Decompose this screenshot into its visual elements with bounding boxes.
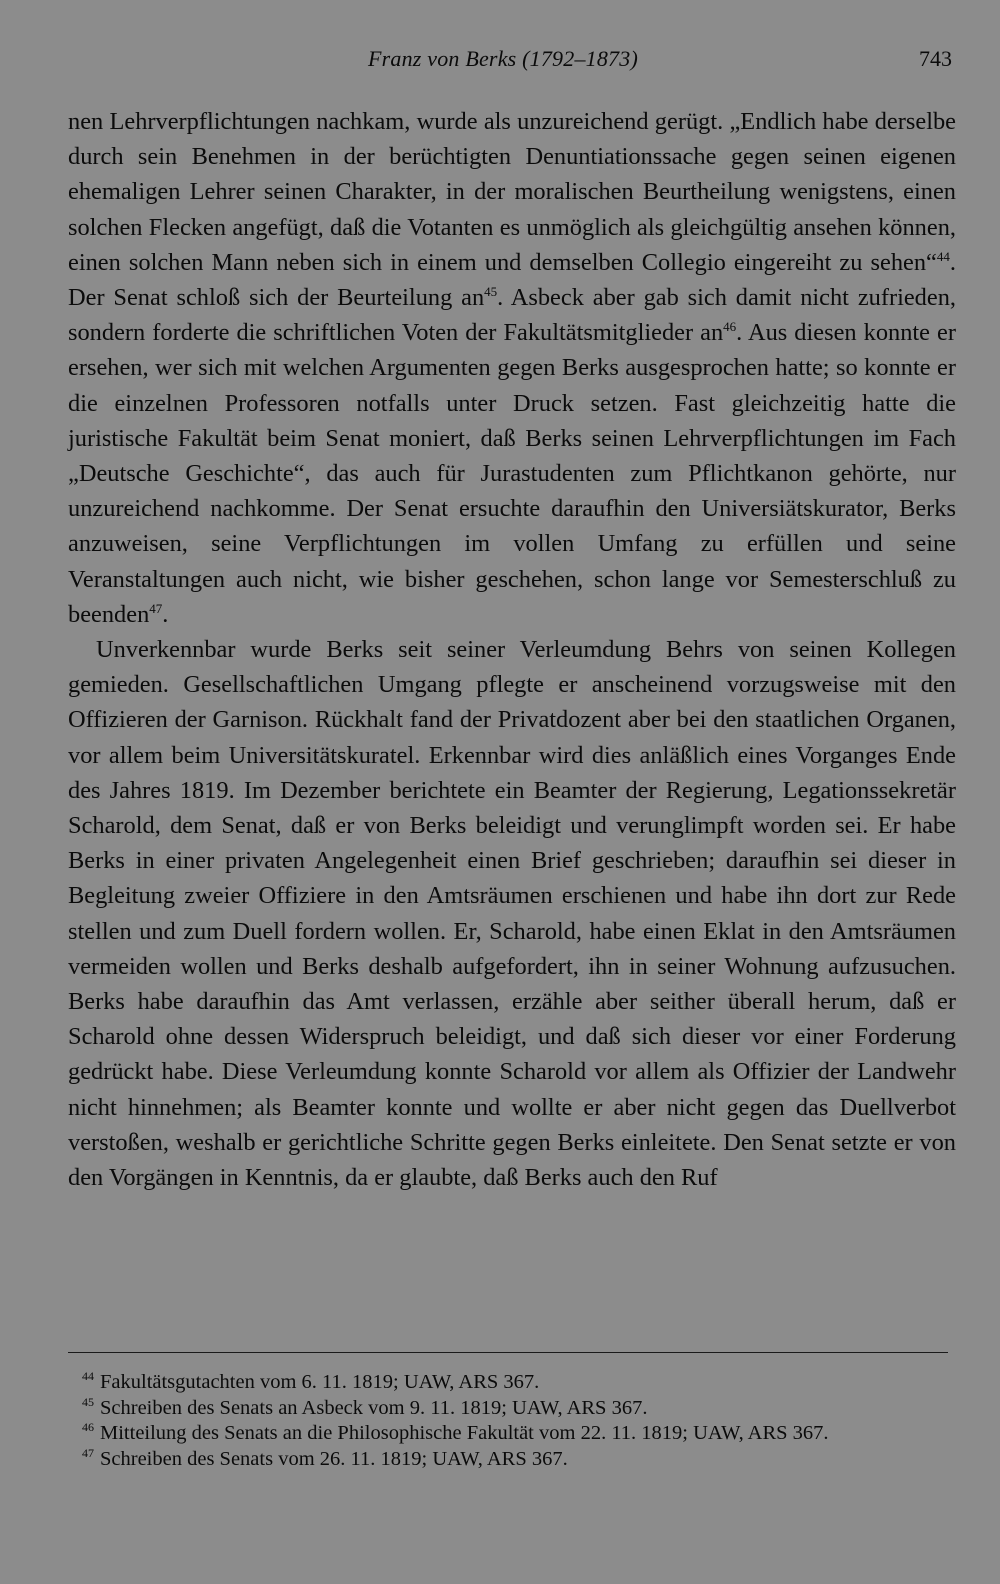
running-head xyxy=(68,46,952,76)
footnote xyxy=(68,1447,948,1473)
text-run: . xyxy=(162,600,169,628)
text-run: . Aus diesen konnte er ersehen, wer sich mit welchen Argumenten gegen Berks ausgesprochen hatte; so konnte er die einzelnen Professoren notfalls unter Druck setzen. Fast gleichzeitig hatte die juristische Fakultät beim Senat moniert, daß Berks seinen Lehrverpflichtungen im Fach „Deutsche Geschichte“, das auch für Jurastudenten zum Pflichtkanon gehörte, nur unzureichend nachkomme. Der Senat ersuchte daraufhin den Universiätskurator, Berks anzuweisen, seine Verpflichtungen im vollen Umfang zu erfüllen und seine Veranstaltungen auch nicht, wie bisher geschehen, schon lange vor Semesterschluß zu beenden xyxy=(68,319,956,628)
footnote-number: 45 xyxy=(82,1394,94,1409)
footnote xyxy=(68,1370,948,1396)
footnote-reference: 45 xyxy=(484,283,498,299)
footnote-reference: 47 xyxy=(149,600,163,616)
body-paragraph xyxy=(68,632,956,1195)
footnote-text: Schreiben des Senats an Asbeck vom 9. 11. 1819; UAW, ARS 367. xyxy=(100,1396,648,1419)
footnote xyxy=(68,1396,948,1422)
footnote-text: Schreiben des Senats vom 26. 11. 1819; UAW, ARS 367. xyxy=(100,1447,568,1470)
footnote-number: 46 xyxy=(82,1420,94,1435)
footnote-text: Mitteilung des Senats an die Philosophische Fakultät vom 22. 11. 1819; UAW, ARS 367. xyxy=(100,1422,829,1445)
footnote-number: 44 xyxy=(82,1369,94,1384)
text-run: . Der Senat schloß sich der Beurteilung an xyxy=(68,248,956,312)
body-paragraph xyxy=(68,104,956,632)
text-run: . Asbeck aber gab sich damit nicht zufrieden, sondern forderte die schriftlichen Voten der Fakultätsmitglieder an xyxy=(68,284,956,347)
footnote-divider xyxy=(68,1352,948,1353)
main-text xyxy=(68,104,956,1195)
footnote-number: 47 xyxy=(82,1445,94,1460)
footnote-text: Fakultätsgutachten vom 6. 11. 1819; UAW, ARS 367. xyxy=(100,1371,540,1393)
text-run: Unverkennbar wurde Berks seit seiner Verleumdung Behrs von seinen Kollegen gemieden. Gesellschaftlichen Umgang pflegte er anscheinend vorzugsweise mit den Offizieren der Garnison. Rückhalt fand der Privatdozent aber bei den staatlichen Organen, vor allem beim Universitätskuratel. Erkennbar wird dies anläßlich eines Vorganges Ende des Jahres 1819. Im Dezember berichtete ein Beamter der Regierung, Legationssekretär Scharold, dem Senat, daß er von Berks beleidigt und verunglimpft worden sei. Er habe Berks in einer privaten Angelegenheit einen Brief geschrieben; daraufhin sei dieser in Begleitung zweier Offiziere in den Amtsräumen erschienen und habe ihn dort zur Rede stellen und zum Duell fordern wollen. Er, Scharold, habe einen Eklat in den Amtsräumen vermeiden wollen und Berks deshalb aufgefordert, ihn in seiner Wohnung aufzusuchen. Berks habe daraufhin das Amt verlassen, erzähle aber seither überall herum, daß er Scharold ohne dessen Widerspruch beleidigt, und daß sich dieser vor einer Forderung gedrückt habe. Diese Verleumdung konnte Scharold vor allem als Offizier der Landwehr nicht hinnehmen; als Beamter konnte und wollte er aber nicht gegen das Duellverbot verstoßen, weshalb er gerichtliche Schritte gegen Berks einleitete. Den Senat setzte er von den Vorgängen in Kenntnis, da er glaubte, daß Berks auch den Ruf xyxy=(68,636,956,1192)
footnote-reference: 44 xyxy=(936,248,950,264)
footnotes xyxy=(68,1370,948,1472)
running-title: Franz von Berks (1792–1873) xyxy=(368,46,638,71)
footnote xyxy=(68,1421,948,1447)
text-run: nen Lehrverpflichtungen nachkam, wurde als unzureichend gerügt. „Endlich habe derselbe durch sein Benehmen in der berüchtigten Denuntiationssache gegen seinen eigenen ehemaligen Lehrer seinen Charakter, in der moralischen Beurtheilung wenigstens, einen solchen Flecken angefügt, daß die Votanten es unmöglich als gleichgültig ansehen können, einen solchen Mann neben sich in einem und demselben Collegio eingereiht zu sehen“ xyxy=(68,108,956,276)
footnote-reference: 46 xyxy=(723,319,737,335)
page-number: 743 xyxy=(919,46,952,71)
